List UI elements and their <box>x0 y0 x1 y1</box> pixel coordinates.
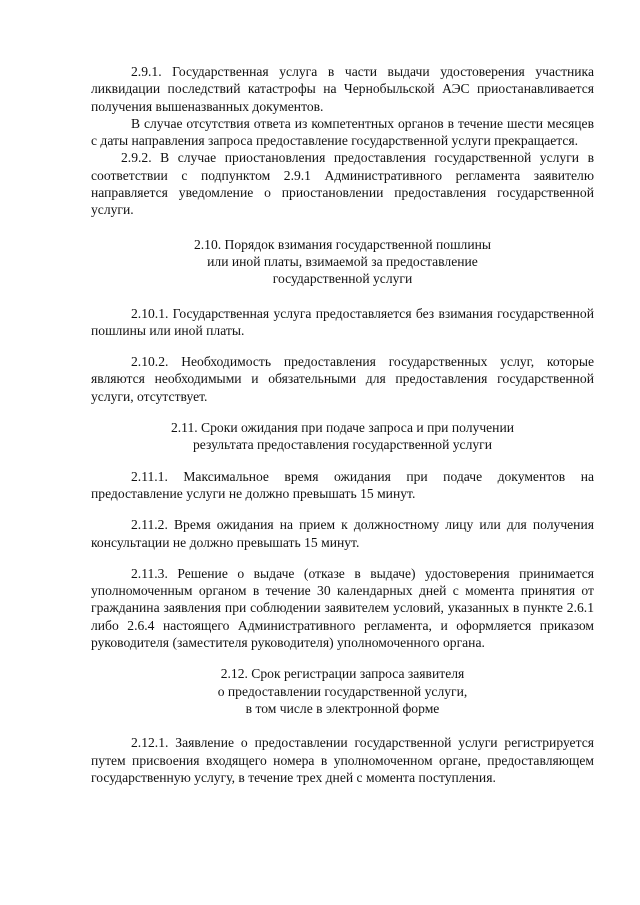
section-heading-2-12 <box>91 665 594 717</box>
paragraph-2-11-1: 2.11.1. Максимальное время ожидания при подаче документов на предоставление услуги не должно превышать 15 минут. <box>91 468 594 501</box>
paragraph-no-answer: В случае отсутствия ответа из компетентных органов в течение шести месяцев с даты направления запроса предоставление государственной услуги прекращается. <box>91 115 594 149</box>
heading-line: или иной платы, взимаемой за предоставление <box>207 253 478 269</box>
paragraph-2-10-2: 2.10.2. Необходимость предоставления государственных услуг, которые являются необходимыми и обязательными для предоставления государственной услуги, отсутствует. <box>91 354 594 404</box>
paragraph-2-11-3: 2.11.3. Решение о выдаче (отказе в выдаче) удостоверения принимается уполномоченным органом в течение 30 календарных дней с момента принятия от гражданина заявления при соблюдении заявителем условий, указанных в пункте 2.6.1 либо 2.6.4 настоящего Административного регламента, и оформляется приказом руководителя (заместителя руководителя) уполномоченного органа. <box>91 565 594 651</box>
heading-line: государственной услуги <box>272 271 413 287</box>
paragraph-2-9-2: 2.9.2. В случае приостановления предоставления государственной услуги в соответствии с подпунктом 2.9.1 Административного регламента заявителю направляется уведомление о приостановлении предоставления государственной услуги. <box>91 150 594 218</box>
heading-line: 2.11. Сроки ожидания при подаче запроса и при получении <box>170 420 515 436</box>
section-heading-2-11 <box>91 419 594 454</box>
paragraph-2-11-2: 2.11.2. Время ожидания на прием к должностному лицу или для получения консультации не должно превышать 15 минут. <box>91 517 594 550</box>
heading-line: 2.12. Срок регистрации запроса заявителя <box>220 666 465 682</box>
paragraph-2-10-1: 2.10.1. Государственная услуга предоставляется без взимания государственной пошлины или иной платы. <box>91 305 594 338</box>
section-heading-2-10 <box>91 236 594 288</box>
heading-line: в том числе в электронной форме <box>245 700 440 716</box>
paragraph-2-12-1: 2.12.1. Заявление о предоставлении государственной услуги регистрируется путем присвоения входящего номера в уполномоченном органе, предоставляющем государственную услугу, в течение трех дней с момента поступления. <box>91 735 594 785</box>
heading-line: результата предоставления государственной услуги <box>192 437 493 453</box>
heading-line: о предоставлении государственной услуги, <box>217 683 468 699</box>
heading-line: 2.10. Порядок взимания государственной пошлины <box>193 236 492 252</box>
document-page <box>91 63 594 786</box>
paragraph-2-9-1: 2.9.1. Государственная услуга в части выдачи удостоверения участника ликвидации последствий катастрофы на Чернобыльской АЭС приостанавливается получения вышеназванных документов. <box>91 64 594 114</box>
